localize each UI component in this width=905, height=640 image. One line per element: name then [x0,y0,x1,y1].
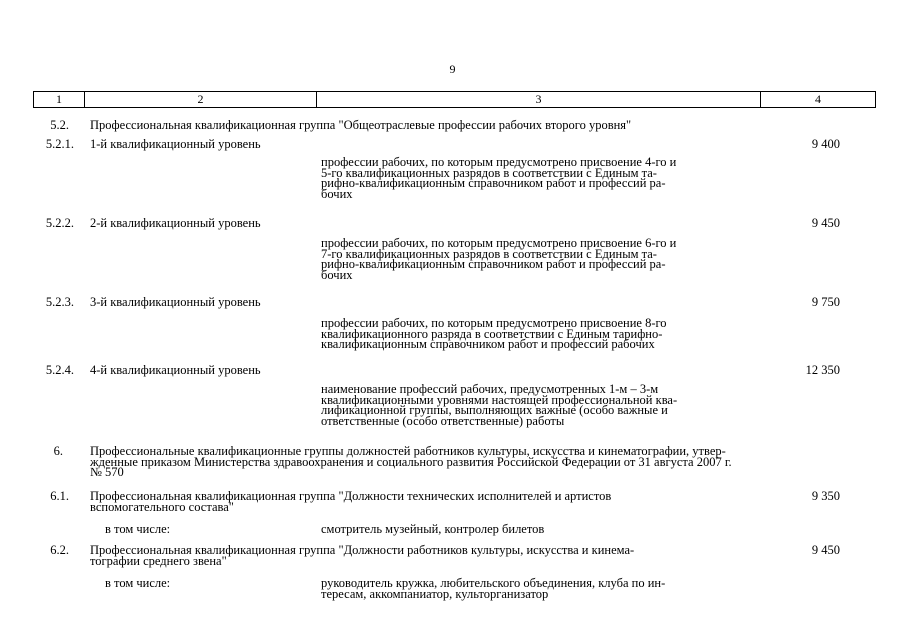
page-number: 9 [449,62,456,76]
level-name: 2-й квалификационный уровень [90,216,261,230]
level-number: 5.2.3. [45,295,74,309]
section-number: 6. [53,444,63,458]
salary-value: 9 400 [811,137,840,151]
including-positions: смотритель музейный, контролер билетов [321,522,545,536]
header-col-2: 2 [85,92,317,107]
including-label: в том числе: [105,576,171,590]
group-title: Профессиональная квалификационная группа "Должности работников культуры, искусства и кинема- тографии среднего звена" [90,543,635,568]
group-title: Профессиональная квалификационная группа "Должности технических исполнителей и артистов вспомогательного состава" [90,489,612,514]
section-title: Профессиональные квалификационные группы должностей работников культуры, искусства и кинематографии, утвер- жденные приказом Министерства здравоохранения и социального развития Российской Федерации от 31 августа 2007 г. № 570 [90,444,732,479]
salary-value: 9 350 [811,489,840,503]
level-description: профессии рабочих, по которым предусмотрено присвоение 8-го квалификационного разряда в соответствии с Единым тарифно- квалификационным справочником работ и профессий рабочих [321,316,667,351]
level-number: 5.2.4. [45,363,74,377]
level-description: наименование профессий рабочих, предусмотренных 1-м – 3-м квалификационными уровнями настоящей профессиональной ква- лификационной группы, выполняющих важные (особо важные и ответственные (особо ответственные) работы [321,382,678,428]
table-header-row [33,91,876,108]
header-col-1: 1 [34,92,85,107]
header-col-3: 3 [317,92,761,107]
including-label: в том числе: [105,522,171,536]
header-col-4: 4 [815,92,821,106]
group-number: 6.2. [50,543,69,557]
group-number: 6.1. [50,489,69,503]
including-positions: руководитель кружка, любительского объединения, клуба по ин- тересам, аккомпаниатор, культорганизатор [321,576,666,601]
section-title: Профессиональная квалификационная группа "Общеотраслевые профессии рабочих второго уровня" [90,118,632,132]
section-number: 5.2. [50,118,69,132]
salary-value: 9 750 [811,295,840,309]
level-description: профессии рабочих, по которым предусмотрено присвоение 4-го и 5-го квалификационных разрядов в соответствии с Единым та- рифно-квалификационным справочником работ и профессий ра- бочих [321,155,677,201]
level-number: 5.2.2. [45,216,74,230]
level-description: профессии рабочих, по которым предусмотрено присвоение 6-го и 7-го квалификационных разрядов в соответствии с Единым та- рифно-квалификационным справочником работ и профессий ра- бочих [321,236,677,282]
level-name: 1-й квалификационный уровень [90,137,261,151]
level-number: 5.2.1. [45,137,74,151]
salary-value: 12 350 [805,363,840,377]
level-name: 3-й квалификационный уровень [90,295,261,309]
salary-value: 9 450 [811,543,840,557]
salary-value: 9 450 [811,216,840,230]
level-name: 4-й квалификационный уровень [90,363,261,377]
